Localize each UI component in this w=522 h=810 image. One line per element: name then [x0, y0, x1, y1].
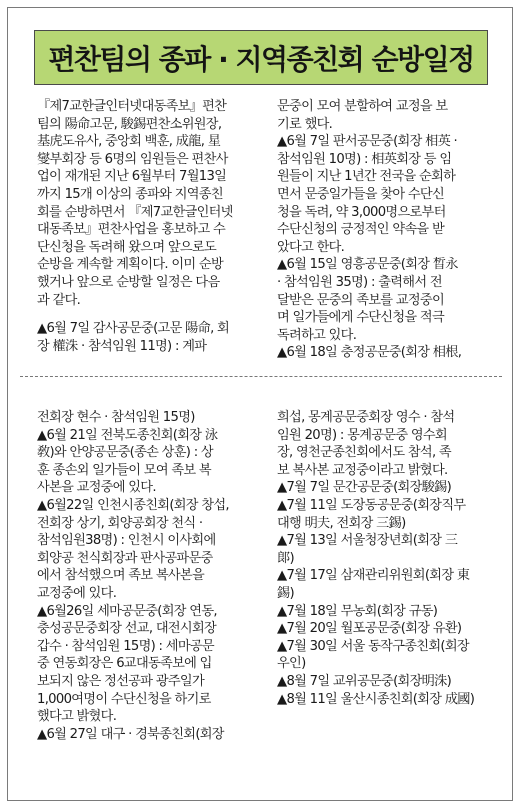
- article-column-top-right: [277, 98, 499, 362]
- text-line: 문중이 모여 분할하여 교정을 보: [277, 99, 448, 114]
- text-line: ▲6월 7일 감사공문중(고문 陽命, 회: [37, 321, 230, 337]
- text-line: ▲7월 13일 서울청장년회(회장 三: [277, 533, 458, 549]
- text-line: 면서 문중일가들을 찾아 수단신: [277, 186, 444, 202]
- text-line: 충성공문중회장 선교, 대전시회장: [37, 621, 217, 637]
- text-line: 과 같다.: [37, 292, 81, 308]
- text-line: 팀의 陽命고문, 駿錫편찬소위원장,: [37, 116, 222, 132]
- text-line: ▲6월22일 인천시종친회(회장 창섭,: [37, 497, 229, 513]
- text-line: 독려하고 있다.: [277, 327, 357, 343]
- text-line: ▲6월 21일 전북도종친회(회장 泳: [37, 427, 218, 443]
- paragraph-gap: [37, 309, 269, 320]
- text-line: 敎)와 안양공문중(종손 상훈) : 상: [37, 445, 213, 461]
- text-line: 대행 明夫, 전회장 三錫): [277, 515, 406, 531]
- article-column-bottom-right: [277, 409, 499, 708]
- text-line: 원들이 지난 1년간 전국을 순회하: [277, 169, 456, 185]
- text-line: 았다고 한다.: [277, 239, 345, 255]
- text-line: 보 복사본 교정중이라고 밝혔다.: [277, 462, 448, 478]
- text-line: 基虎도유사, 중앙회 백훈, 成龍, 星: [37, 134, 221, 150]
- text-line: 보되지 않은 정선공파 광주일가: [37, 673, 204, 689]
- text-line: 회양공 천식회장과 판사공파문중: [37, 550, 213, 566]
- text-line: ▲7월 17일 삼재관리위원회(회장 東: [277, 568, 470, 584]
- text-line: 교정중에 있다.: [37, 585, 117, 601]
- text-line: ▲6월 18일 충정공문중(회장 相根,: [277, 345, 462, 361]
- text-line: 에서 참석했으며 족보 복사본을: [37, 568, 204, 584]
- text-line: 회를 순방하면서 『제7교한글인터넷: [37, 204, 233, 220]
- section-divider: [20, 376, 502, 377]
- text-line: ▲7월 30일 서울 동작구종친회(회장: [277, 638, 469, 654]
- article-column-top-left: [37, 98, 269, 355]
- text-line: ▲8월 7일 교위공문중(회장明洙): [277, 673, 452, 689]
- text-line: 수단신청의 긍정적인 약속을 받: [277, 222, 444, 238]
- text-line: ▲6월26일 세마공문중(회장 연동,: [37, 603, 217, 619]
- text-line: ▲8월 11일 울산시종친회(회장 成國): [277, 691, 475, 707]
- text-line: 장, 영천군종친회에서도 참석, 족: [277, 445, 451, 461]
- text-line: 임원 20명) : 몽계공문중 영수회: [277, 427, 447, 443]
- text-line: 훈 종손외 일가들이 모여 족보 복: [37, 462, 211, 478]
- article-column-bottom-left: [37, 409, 269, 743]
- text-line: 우인): [277, 656, 306, 672]
- headline-box: [34, 30, 488, 85]
- text-line: ▲7월 11일 도장동공문중(회장직무: [277, 497, 466, 513]
- text-line: 錫): [277, 585, 294, 601]
- text-line: 했거나 앞으로 순방할 일정은 다음: [37, 274, 220, 290]
- text-line: ▲6월 27일 대구 · 경북종친회(회장: [37, 726, 224, 742]
- text-line: 『제7교한글인터넷대동족보』편찬: [37, 99, 227, 114]
- text-line: 燮부회장 등 6명의 임원들은 편찬사: [37, 151, 228, 167]
- text-line: ▲6월 15일 영흥공문중(회장 晳永: [277, 257, 458, 273]
- text-line: 1,000여명이 수단신청을 하기로: [37, 691, 211, 707]
- text-line: 희섭, 몽계공문중회장 영수 · 참석: [277, 410, 455, 425]
- text-line: ▲7월 18일 무농회(회장 규동): [277, 603, 438, 619]
- text-line: 업이 재개된 지난 6월부터 7월13일: [37, 169, 227, 185]
- text-line: 갑수 · 참석임원 15명) : 세마공문: [37, 638, 214, 654]
- text-line: 기로 했다.: [277, 116, 333, 132]
- text-line: 대동족보』편찬사업을 홍보하고 수: [37, 222, 226, 238]
- text-line: · 참석임원 35명) : 출력해서 전: [277, 274, 442, 290]
- text-line: 참석임원 10명) : 相英회장 등 임: [277, 151, 452, 167]
- text-line: 청을 독려, 약 3,000명으로부터: [277, 204, 446, 220]
- text-line: 참석임원38명) : 인천시 이사회에: [37, 533, 216, 549]
- text-line: 며 일가들에게 수단신청을 적극: [277, 310, 444, 326]
- text-line: 장 權洙 · 참석임원 11명) : 계파: [37, 338, 207, 354]
- headline: 편찬팀의 종파 · 지역종친회 순방일정: [48, 42, 474, 76]
- text-line: 사본을 교정중에 있다.: [37, 480, 156, 496]
- text-line: ▲7월 7일 문간공문중(회장駿錫): [277, 480, 452, 496]
- text-line: 순방을 계속할 계획이다. 이미 순방: [37, 257, 224, 273]
- text-line: 전회장 현수 · 참석임원 15명): [37, 410, 195, 425]
- text-line: 전회장 상기, 회양공회장 천식 ·: [37, 515, 203, 531]
- text-line: 郞): [277, 550, 294, 566]
- text-line: ▲6월 7일 판서공문중(회장 相英 ·: [277, 134, 458, 150]
- text-line: 달받은 문중의 족보를 교정중이: [277, 292, 444, 308]
- text-line: 까지 15개 이상의 종파와 지역종친: [37, 186, 223, 202]
- text-line: 했다고 밝혔다.: [37, 709, 117, 725]
- text-line: ▲7월 20일 월포공문중(회장 유환): [277, 621, 462, 637]
- text-line: 중 연동회장은 6교대동족보에 입: [37, 656, 212, 672]
- text-line: 단신청을 독려해 왔으며 앞으로도: [37, 239, 217, 255]
